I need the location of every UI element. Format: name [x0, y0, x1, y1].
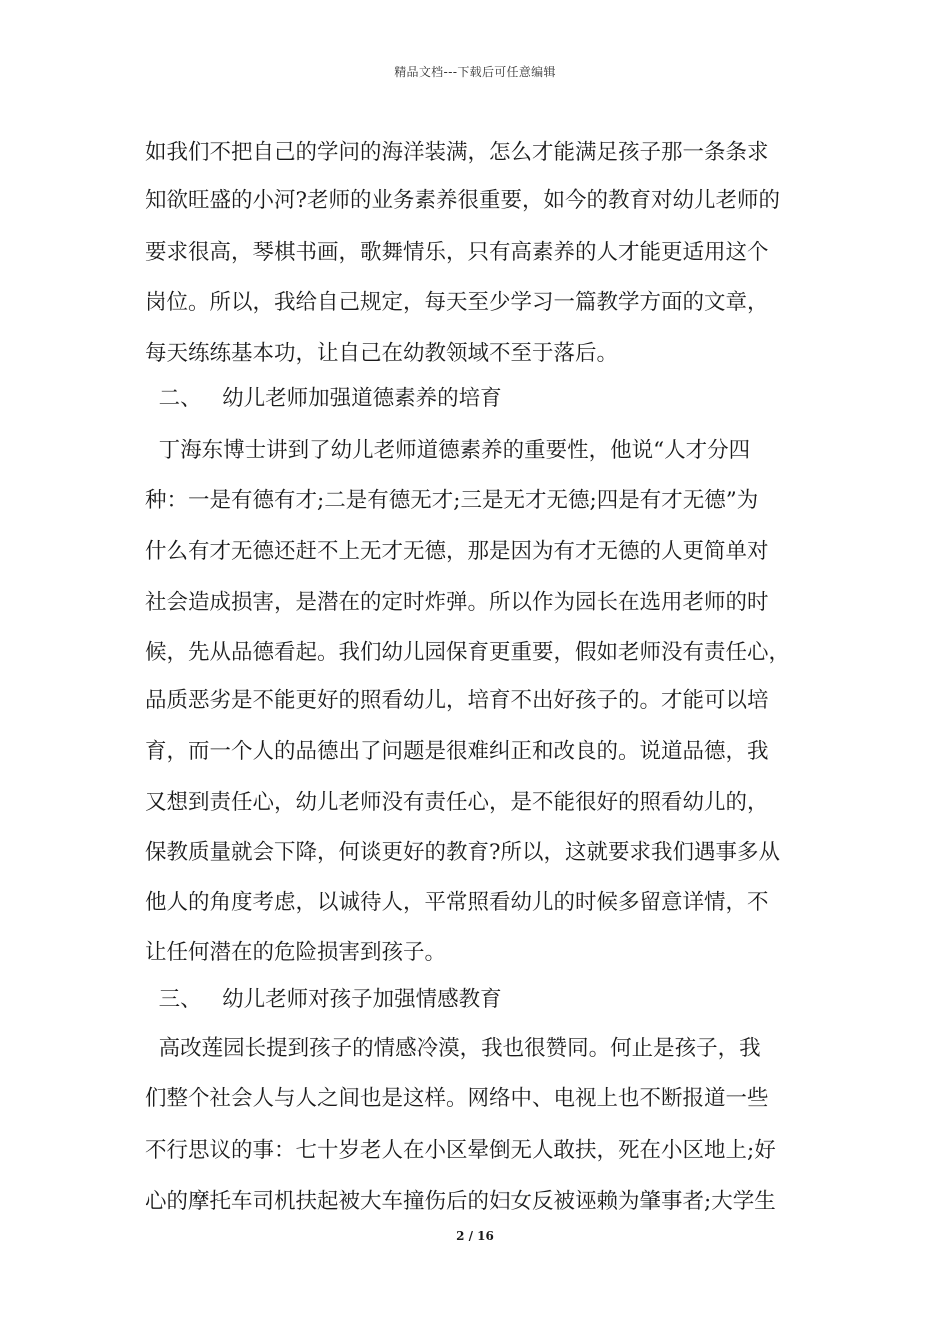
- page-number: 2 / 16: [456, 1229, 494, 1243]
- text-line: 种：一是有德有才;二是有德无才;三是无才无德;四是有才无德”为: [145, 488, 759, 513]
- text-line: 二、 幼儿老师加强道德素养的培育: [145, 386, 502, 411]
- text-line: 岗位。所以，我给自己规定，每天至少学习一篇教学方面的文章，: [145, 290, 769, 315]
- page-header: 精品文档---下载后可任意编辑: [394, 65, 556, 79]
- text-line: 心的摩托车司机扶起被大车撞伤后的妇女反被诬赖为肇事者;大学生: [145, 1189, 776, 1214]
- text-line: 又想到责任心，幼儿老师没有责任心，是不能很好的照看幼儿的，: [145, 790, 769, 815]
- text-line: 们整个社会人与人之间也是这样。网络中、电视上也不断报道一些: [145, 1086, 769, 1111]
- text-line: 保教质量就会下降，何谈更好的教育?所以，这就要求我们遇事多从: [145, 840, 781, 865]
- text-line: 每天练练基本功，让自己在幼教领域不至于落后。: [145, 341, 619, 366]
- text-line: 让任何潜在的危险损害到孩子。: [145, 940, 447, 965]
- text-line: 社会造成损害，是潜在的定时炸弹。所以作为园长在选用老师的时: [145, 590, 769, 615]
- text-line: 三、 幼儿老师对孩子加强情感教育: [145, 987, 502, 1012]
- text-line: 育，而一个人的品德出了问题是很难纠正和改良的。说道品德，我: [145, 739, 769, 764]
- text-line: 他人的角度考虑，以诚待人，平常照看幼儿的时候多留意详情，不: [145, 890, 769, 915]
- text-line: 要求很高，琴棋书画，歌舞情乐，只有高素养的人才能更适用这个: [145, 240, 769, 265]
- text-line: 候，先从品德看起。我们幼儿园保育更重要，假如老师没有责任心，: [145, 640, 791, 665]
- text-line: 如我们不把自己的学问的海洋装满，怎么才能满足孩子那一条条求: [145, 140, 769, 165]
- text-line: 丁海东博士讲到了幼儿老师道德素养的重要性，他说“人才分四: [145, 438, 751, 463]
- text-line: 高改莲园长提到孩子的情感冷漠，我也很赞同。何止是孩子，我: [145, 1036, 761, 1061]
- text-line: 什么有才无德还赶不上无才无德，那是因为有才无德的人更简单对: [145, 539, 769, 564]
- text-line: 不行思议的事：七十岁老人在小区晕倒无人敢扶，死在小区地上;好: [145, 1138, 776, 1163]
- text-line: 知欲旺盛的小河?老师的业务素养很重要，如今的教育对幼儿老师的: [145, 188, 781, 213]
- text-line: 品质恶劣是不能更好的照看幼儿，培育不出好孩子的。才能可以培: [145, 688, 769, 713]
